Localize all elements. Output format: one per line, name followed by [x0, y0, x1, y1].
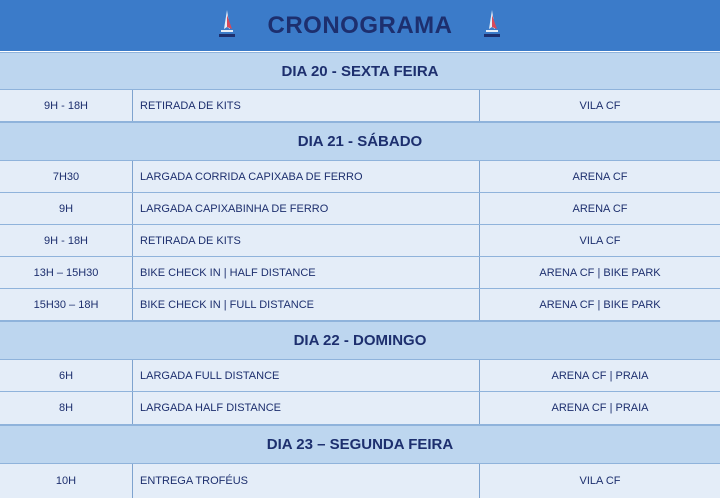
- event-cell: LARGADA CAPIXABINHA DE FERRO: [133, 193, 480, 224]
- schedule-row: [0, 193, 720, 225]
- event-cell: BIKE CHECK IN | HALF DISTANCE: [133, 257, 480, 288]
- schedule-row: [0, 464, 720, 498]
- time-cell: 8H: [0, 392, 133, 424]
- time-cell: 15H30 – 18H: [0, 289, 133, 320]
- event-logo-icon: [216, 9, 238, 41]
- place-cell: ARENA CF: [572, 170, 628, 183]
- schedule-row: [0, 257, 720, 289]
- time-cell: 6H: [0, 360, 133, 391]
- event-cell: RETIRADA DE KITS: [133, 225, 480, 256]
- place-cell: VILA CF: [579, 475, 621, 487]
- schedule-row: [0, 392, 720, 425]
- schedule-row: [0, 90, 720, 122]
- time-cell: 9H - 18H: [0, 90, 133, 121]
- place-cell: ARENA CF: [572, 202, 628, 215]
- event-logo-icon: [481, 9, 503, 41]
- day-header: DIA 22 - DOMINGO: [0, 321, 720, 360]
- time-cell: 7H30: [0, 161, 133, 192]
- schedule-row: [0, 161, 720, 193]
- place-cell: VILA CF: [579, 99, 621, 112]
- time-cell: 13H – 15H30: [0, 257, 133, 288]
- day-header: DIA 23 – SEGUNDA FEIRA: [0, 425, 720, 464]
- place-cell: ARENA CF | BIKE PARK: [539, 266, 661, 279]
- place-cell: ARENA CF | PRAIA: [551, 402, 649, 414]
- schedule-row: [0, 289, 720, 321]
- event-cell: LARGADA HALF DISTANCE: [133, 392, 480, 424]
- event-cell: RETIRADA DE KITS: [133, 90, 480, 121]
- event-cell: ENTREGA TROFÉUS: [133, 464, 480, 498]
- event-cell: LARGADA FULL DISTANCE: [133, 360, 480, 391]
- event-cell: LARGADA CORRIDA CAPIXABA DE FERRO: [133, 161, 480, 192]
- time-cell: 9H - 18H: [0, 225, 133, 256]
- title-bar: [0, 0, 720, 52]
- schedule-row: [0, 360, 720, 392]
- day-header: DIA 20 - SEXTA FEIRA: [0, 52, 720, 90]
- day-header: DIA 21 - SÁBADO: [0, 122, 720, 161]
- time-cell: 10H: [0, 464, 133, 498]
- time-cell: 9H: [0, 193, 133, 224]
- event-cell: BIKE CHECK IN | FULL DISTANCE: [133, 289, 480, 320]
- place-cell: ARENA CF | BIKE PARK: [539, 298, 661, 311]
- page-title: CRONOGRAMA: [267, 11, 453, 39]
- place-cell: VILA CF: [579, 234, 621, 247]
- place-cell: ARENA CF | PRAIA: [551, 369, 649, 382]
- schedule-row: [0, 225, 720, 257]
